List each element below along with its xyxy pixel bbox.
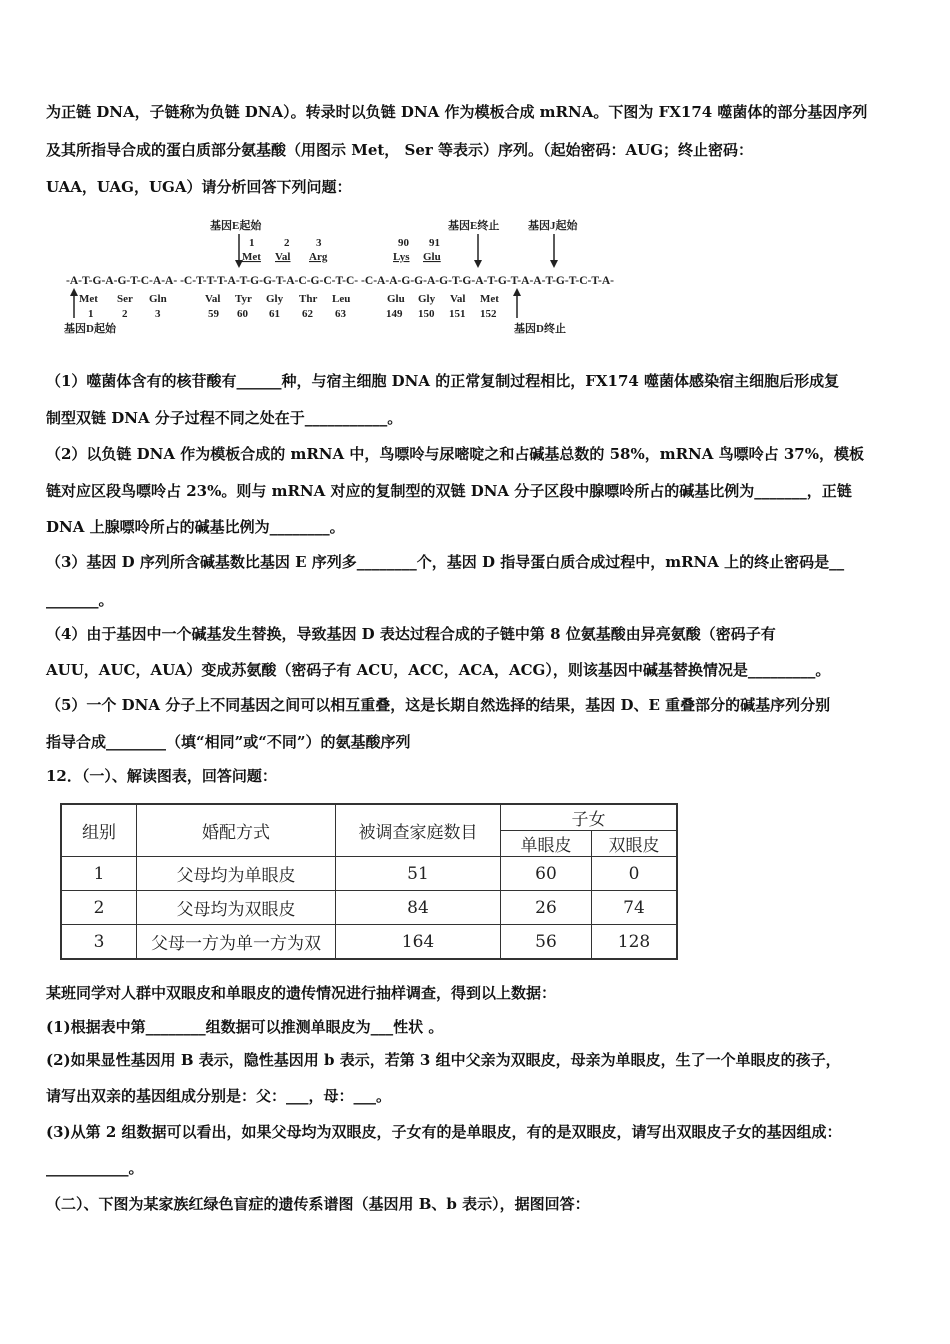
q12-line: ___________。	[46, 1159, 144, 1177]
top-amino-acid: Glu	[423, 251, 441, 263]
cell-single: 60	[501, 857, 592, 891]
bottom-amino-acid: Gly	[418, 293, 436, 305]
top-number: 91	[429, 237, 440, 249]
question-line: 指导合成________（填“相同”或“不同”）的氨基酸序列	[46, 733, 411, 751]
gene-j-start-label: 基因J起始	[528, 220, 578, 232]
gene-d-start-label: 基因D起始	[64, 323, 116, 335]
bottom-amino-acid: Met	[480, 293, 499, 305]
cell-marriage: 父母一方为单一方为双	[137, 925, 336, 960]
top-amino-acid: Met	[242, 251, 261, 263]
cell-group: 1	[61, 857, 137, 891]
header-family-count: 被调查家庭数目	[336, 804, 501, 857]
bottom-number: 59	[208, 308, 219, 320]
intro-line-3: UAA，UAG，UGA）请分析回答下列问题：	[46, 178, 352, 196]
question-line: AUU，AUC，AUA）变成苏氨酸（密码子有 ACU，ACC，ACA，ACG），则该基因中碱基替换情况是_________。	[46, 661, 831, 679]
top-amino-acid: Lys	[393, 251, 410, 263]
top-number: 2	[284, 237, 290, 249]
top-amino-acid: Val	[275, 251, 291, 263]
question-line: 链对应区段鸟嘌呤占 23%。则与 mRNA 对应的复制型的双链 DNA 分子区段中腺嘌呤所占的碱基比例为_______，正链	[46, 482, 852, 500]
top-number: 90	[398, 237, 409, 249]
table-row	[61, 857, 677, 891]
header-group: 组别	[61, 804, 137, 857]
top-number: 3	[316, 237, 322, 249]
question-line: 制型双链 DNA 分子过程不同之处在于___________。	[46, 409, 403, 427]
gene-sequence-figure	[62, 214, 622, 338]
q12-line: 请写出双亲的基因组成分别是：父：___，母：___。	[46, 1087, 392, 1105]
table-row	[61, 925, 677, 960]
cell-families: 84	[336, 891, 501, 925]
bottom-amino-acid: Gln	[149, 293, 167, 305]
gene-d-end-label: 基因D终止	[514, 323, 566, 335]
header-marriage-type: 婚配方式	[137, 804, 336, 857]
question-line: （2）以负链 DNA 作为模板合成的 mRNA 中，鸟嘌呤与尿嘧啶之和占碱基总数的 58%，mRNA 鸟嘌呤占 37%，模板	[46, 445, 864, 463]
cell-marriage: 父母均为双眼皮	[137, 891, 336, 925]
bottom-number: 63	[335, 308, 346, 320]
cell-double: 0	[592, 857, 678, 891]
bottom-number: 2	[122, 308, 128, 320]
bottom-number: 62	[302, 308, 313, 320]
bottom-amino-acid: Leu	[332, 293, 351, 305]
bottom-amino-acid: Tyr	[235, 293, 252, 305]
bottom-amino-acid: Gly	[266, 293, 284, 305]
cell-single: 26	[501, 891, 592, 925]
bottom-amino-acid: Met	[79, 293, 98, 305]
top-number: 1	[249, 237, 255, 249]
bottom-number: 60	[237, 308, 248, 320]
bottom-number: 152	[480, 308, 497, 320]
bottom-number: 3	[155, 308, 161, 320]
q12-line: (1)根据表中第________组数据可以推测单眼皮为___性状 。	[46, 1018, 444, 1036]
bottom-amino-acid: Val	[450, 293, 466, 305]
dna-sequence: -A-T-G-A-G-T-C-A-A- -C-T-T-T-A-T-G-G-T-A-C-G-C-T-C- -C-A-A-G-G-A-G-T-G-A-T-G-T-A-A-T-G-T-C-T-A-	[66, 275, 615, 287]
bottom-number: 61	[269, 308, 280, 320]
gene-e-end-label: 基因E终止	[448, 220, 500, 232]
intro-line-1: 为正链 DNA，子链称为负链 DNA）。转录时以负链 DNA 作为模板合成 mRNA。下图为 FX174 噬菌体的部分基因序列	[46, 103, 868, 121]
question-line: DNA 上腺嘌呤所占的碱基比例为________。	[46, 518, 345, 536]
q12-line: （二）、下图为某家族红绿色盲症的遗传系谱图（基因用 B、b 表示），据图回答：	[46, 1195, 590, 1213]
cell-families: 164	[336, 925, 501, 960]
header-children: 子女	[501, 804, 678, 831]
cell-double: 128	[592, 925, 678, 960]
cell-group: 2	[61, 891, 137, 925]
survey-table	[60, 803, 678, 960]
bottom-amino-acid: Glu	[387, 293, 405, 305]
question-line: _______。	[46, 591, 114, 609]
question-line: （3）基因 D 序列所含碱基数比基因 E 序列多________个，基因 D 指导蛋白质合成过程中，mRNA 上的终止密码是__	[46, 553, 845, 571]
top-amino-acid: Arg	[309, 251, 328, 263]
q12-line: (3)从第 2 组数据可以看出，如果父母均为双眼皮，子女有的是单眼皮，有的是双眼皮，请写出双眼皮子女的基因组成：	[46, 1123, 842, 1141]
bottom-amino-acid: Thr	[299, 293, 318, 305]
bottom-number: 151	[449, 308, 466, 320]
cell-marriage: 父母均为单眼皮	[137, 857, 336, 891]
question-line: （1）噬菌体含有的核苷酸有______种，与宿主细胞 DNA 的正常复制过程相比，FX174 噬菌体感染宿主细胞后形成复	[46, 372, 840, 390]
header-double-eyelid: 双眼皮	[592, 831, 678, 857]
intro-line-2: 及其所指导合成的蛋白质部分氨基酸（用图示 Met， Ser 等表示）序列。（起始密码：AUG；终止密码：	[46, 141, 754, 159]
bottom-number: 1	[88, 308, 94, 320]
q12-line: 某班同学对人群中双眼皮和单眼皮的遗传情况进行抽样调查，得到以上数据：	[46, 984, 557, 1002]
cell-families: 51	[336, 857, 501, 891]
bottom-amino-acid: Ser	[117, 293, 133, 305]
cell-double: 74	[592, 891, 678, 925]
q12-title: 12．（一）、解读图表，回答问题：	[46, 767, 277, 785]
q12-line: (2)如果显性基因用 B 表示，隐性基因用 b 表示，若第 3 组中父亲为双眼皮，母亲为单眼皮，生了一个单眼皮的孩子，	[46, 1051, 841, 1069]
bottom-amino-acid: Val	[205, 293, 221, 305]
question-line: （4）由于基因中一个碱基发生替换，导致基因 D 表达过程合成的子链中第 8 位氨基酸由异亮氨酸（密码子有	[46, 625, 776, 643]
cell-group: 3	[61, 925, 137, 960]
gene-e-start-label: 基因E起始	[210, 220, 262, 232]
bottom-number: 149	[386, 308, 403, 320]
table-row	[61, 891, 677, 925]
question-line: （5）一个 DNA 分子上不同基因之间可以相互重叠，这是长期自然选择的结果，基因 D、E 重叠部分的碱基序列分别	[46, 696, 831, 714]
cell-single: 56	[501, 925, 592, 960]
header-single-eyelid: 单眼皮	[501, 831, 592, 857]
bottom-number: 150	[418, 308, 435, 320]
